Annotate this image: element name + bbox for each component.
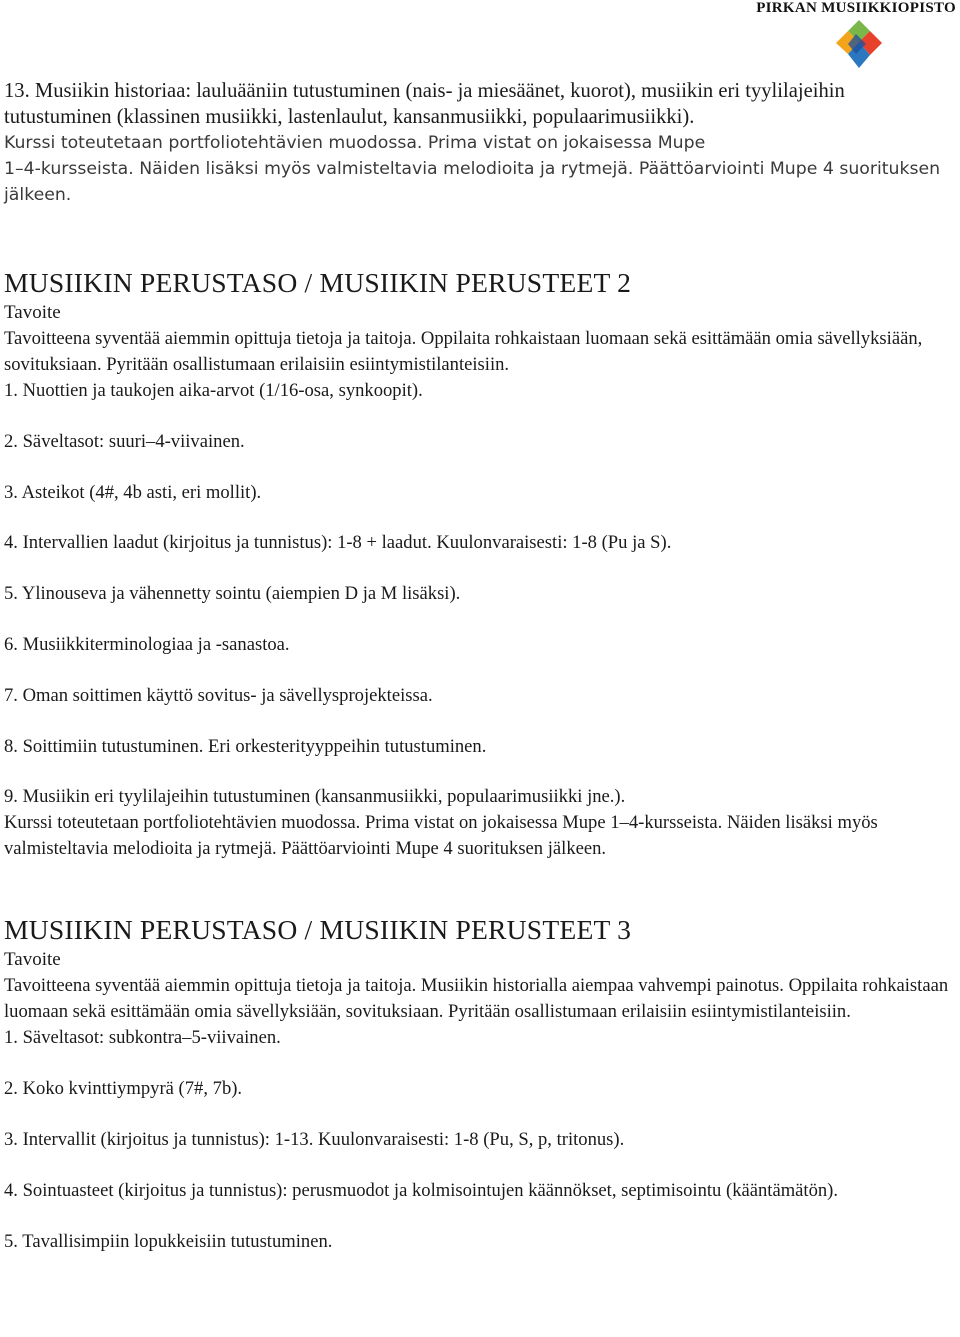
list-item: 5. Tavallisimpiin lopukkeisiin tutustuminen. (4, 1230, 333, 1252)
intro-line-2b: Näiden lisäksi myös valmisteltavia melodioita ja rytmejä. Päättöarviointi Mupe 4 suorituksen jälkeen. (4, 159, 941, 205)
section-body: Tavoitteena syventää aiemmin opittuja tietoja ja taitoja. Oppilaita rohkaistaan luomaan sekä esittämään omia sävellyksiään, sovituksiaan. Pyritään osallistumaan erilaisiin esiintymistilanteisiin. (4, 328, 923, 375)
section-perusteet-2 (4, 266, 954, 862)
brand-name: PIRKAN MUSIIKKIOPISTO (756, 0, 956, 16)
section-subheading: Tavoite (4, 302, 61, 323)
topic-list (4, 1025, 954, 1254)
list-item: 3. Asteikot (4#, 4b asti, eri mollit). (4, 481, 262, 503)
intro-block (4, 78, 954, 208)
list-item: 3. Intervallit (kirjoitus ja tunnistus): 1-13. Kuulonvaraisesti: 1-8 (Pu, S, p, tritonus). (4, 1128, 625, 1150)
topic-list (4, 378, 954, 862)
section-heading: MUSIIKIN PERUSTASO / MUSIIKIN PERUSTEET 3 (4, 914, 632, 946)
list-item: 4. Intervallien laadut (kirjoitus ja tunnistus): 1-8 + laadut. Kuulonvaraisesti: 1-8 (Pu ja S). (4, 532, 672, 554)
section-subheading: Tavoite (4, 949, 61, 971)
intro-line-2 (4, 156, 954, 208)
intro-line-2a: 1–4-kursseista. (4, 159, 134, 179)
list-item: 4. Sointuasteet (kirjoitus ja tunnistus): perusmuodot ja kolmisointujen käännökset, septimisointu (kääntämätön). (4, 1179, 839, 1201)
intro-item-13: 13. Musiikin historiaa: lauluääniin tutustuminen (nais- ja miesäänet, kuorot), musiikin eri tyylilajeihin tutustuminen (klassinen musiikki, lastenlaulut, kansanmusiikki, populaarimusiikki). (4, 80, 845, 128)
intro-line-1b: Prima vistat on jokaisessa Mupe (422, 133, 706, 153)
intro-line-1 (4, 130, 954, 156)
intro-line-1a: Kurssi toteutetaan portfoliotehtävien muodossa. (4, 133, 423, 153)
list-item: 1. Säveltasot: subkontra–5-viivainen. (4, 1027, 281, 1049)
section-perusteet-3 (4, 913, 954, 1254)
list-item: 5. Ylinouseva ja vähennetty sointu (aiempien D ja M lisäksi). (4, 583, 461, 605)
header-brand (700, 0, 960, 70)
list-item-note: Kurssi toteutetaan portfoliotehtävien muodossa. Prima vistat on jokaisessa Mupe 1–4-kursseista. Näiden lisäksi myös valmisteltavia melodioita ja rytmejä. Päättöarviointi Mupe 4 suorituksen jälkeen. (4, 812, 878, 860)
section-body: Tavoitteena syventää aiemmin opittuja tietoja ja taitoja. Musiikin historialla aiempaa vahvempi painotus. Oppilaita rohkaistaan luomaan sekä esittämään omia sävellyksiään, sovituksiaan. Pyritään osallistumaan erilaisiin esiintymistilanteisiin. (4, 975, 949, 1023)
list-item: 1. Nuottien ja taukojen aika-arvot (1/16-osa, synkoopit). (4, 380, 423, 401)
list-item: 6. Musiikkiterminologiaa ja -sanastoa. (4, 633, 290, 655)
list-item: 9. Musiikin eri tyylilajeihin tutustuminen (kansanmusiikki, populaarimusiikki jne.). (4, 786, 626, 808)
document-body (4, 78, 954, 1255)
music-institute-logo-icon (836, 20, 882, 70)
list-item: 2. Koko kvinttiympyrä (7#, 7b). (4, 1078, 243, 1100)
list-item: 8. Soittimiin tutustuminen. Eri orkesterityyppeihin tutustuminen. (4, 735, 487, 757)
list-item: 2. Säveltasot: suuri–4-viivainen. (4, 430, 245, 452)
section-heading: MUSIIKIN PERUSTASO / MUSIIKIN PERUSTEET 2 (4, 267, 632, 298)
list-item: 7. Oman soittimen käyttö sovitus- ja sävellysprojekteissa. (4, 684, 433, 706)
